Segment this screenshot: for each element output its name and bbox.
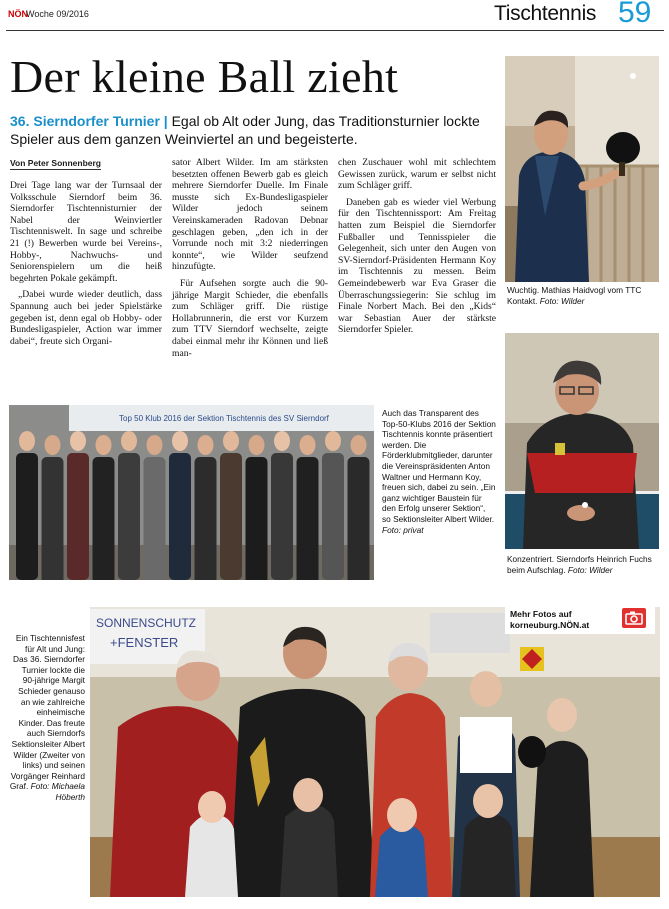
issue-label: Woche 09/2016 (26, 9, 89, 19)
person-head (249, 435, 265, 455)
paragraph: Daneben gab es wieder viel Werbung für den Tischtennissport: Am Freitag hatten zum Beispiel die Sierndorfer Fußballer und Tennisspieler die Gelegenheit, sich unter den Augen von SV-Sierndorf-Präsidenten Hermann Koy im Tischtennis zu messen. Beim Gemeindebewerb war Eva Graser die Überraschungssiegerin: Sie schlug im Finale Norbert Mach. Bei den „Kids“ war Sebastian Auer der stärkste Sierndorfer Spieler. (338, 196, 496, 336)
photo-winners[interactable] (90, 607, 660, 897)
more-photos-link[interactable] (510, 609, 589, 631)
person-head (147, 435, 163, 455)
photo-winners-image (90, 607, 660, 897)
photo-group-caption (382, 408, 496, 535)
article-column-3 (338, 157, 496, 341)
person-head (300, 435, 316, 455)
person-head (45, 435, 61, 455)
paragraph: Drei Tage lang war der Turnsaal der Volksschule Sierndorf beim 36. Sierndorfer Tischtennisturnier der Nabel der Weinviertler Tischtenniswelt. In sage und schreibe 21 (!) Bewerben wurde bei Vereins-, Hobby-, Nachwuchs- und Seniorenspielern um die heiß begehrten Pokale gekämpft. (10, 180, 162, 284)
caption-text: Auch das Transparent des Top-50-Klubs 2016 der Sektion Tischtennis konnte präsentiert werden. Die Förderklubmitglieder, darunter die Vereinspräsidenten Anton Waltner und Hermann Koy, freuen sich, dabei zu sein. „Ein ganz wichtiger Baustein für den Erfolg unserer Sektion“, so Sektionsleiter Albert Wilder. (382, 408, 496, 524)
brand-logo: NÖN (8, 9, 28, 19)
person-body (144, 457, 166, 580)
photo-winners-caption (9, 633, 85, 803)
photo-credit: Foto: Wilder (567, 564, 613, 575)
paragraph: Für Aufsehen sorgte auch die 90-jährige Margit Schieder, die ebenfalls zum Schläger griff. Die rüstige Hollabrunnerin, die erst vor Kurzem zum TTV Sierndorf wechselte, zeigte dabei einmal mehr ihr Können und ließ man- (172, 277, 328, 359)
paragraph: sator Albert Wilder. Im am stärksten besetzten offenen Bewerb gab es gleich mehrere Sierndorfer Duelle. Im Finale musste sich Ex-Bundesligaspieler Wilder jedoch seinem Vereinskameraden Radovan Debnar geschlagen geben, „den ich in der Vorrunde noch mit 3:2 niederringen konnte“, wie Wilder seufzend hinzufügte. (172, 157, 328, 273)
camera-icon-glyph (622, 608, 646, 628)
photo-haidvogl-image (505, 56, 659, 282)
photo-credit: Foto: Michaela Höberth (30, 781, 85, 802)
person-body (348, 457, 370, 580)
more-photos-line1: Mehr Fotos auf (510, 609, 572, 619)
person-head (172, 431, 188, 451)
photo-haidvogl[interactable] (505, 56, 659, 282)
person-body (246, 457, 268, 580)
person-head (96, 435, 112, 455)
person-head (325, 431, 341, 451)
person-body (118, 453, 140, 580)
photo-fuchs-image (505, 333, 659, 549)
caption-text: Konzentriert. Sierndorfs Heinrich Fuchs beim Aufschlag. (507, 554, 652, 575)
teaser-text: Egal ob Alt oder Jung, das Traditionsturnier lockte Spieler aus dem ganzen Weinviertel an und begeisterte. (10, 113, 480, 147)
photo-group-banner[interactable] (9, 405, 374, 580)
photo-fuchs-caption (507, 554, 659, 575)
person-body (297, 457, 319, 580)
section-title: Tischtennis (494, 2, 597, 25)
page-number: 59 (618, 0, 652, 29)
person-head (19, 431, 35, 451)
banner-text: Top 50 Klub 2016 der Sektion Tischtennis des SV Sierndorf (119, 414, 329, 423)
person-body (195, 457, 217, 580)
photo-group-image (9, 405, 374, 580)
article-column-1 (10, 180, 162, 352)
photo-credit: Foto: Wilder (539, 295, 585, 306)
person-head (223, 431, 239, 451)
teaser (10, 112, 500, 148)
byline: Von Peter Sonnenberg (10, 158, 101, 168)
person-head (70, 431, 86, 451)
caption-text: Wuchtig. Mathias Haidvogl vom TTC Kontakt. (507, 285, 642, 306)
person-body (322, 453, 344, 580)
paragraph: chen Zuschauer wohl mit schlechtem Gewissen zurück, warum er selbst nicht zum Schläger griff. (338, 157, 496, 192)
photo-credit: Foto: privat (382, 524, 424, 535)
caption-text: Ein Tischtennisfest für Alt und Jung: Das 36. Sierndorfer Turnier lockte die 90-jährige Margit Schieder genauso an wie zahlreiche einheimische Kinder. Das freute auch Sierndorfs Sektionsleiter Albert Wilder (Zweiter von links) und seinen Vorgänger Reinhard Graf. (9, 633, 85, 792)
person-body (220, 453, 242, 580)
person-head (351, 435, 367, 455)
sign-fenster: +FENSTER (110, 635, 179, 650)
person-head (121, 431, 137, 451)
photo-haidvogl-caption (507, 285, 659, 306)
photo-fuchs[interactable] (505, 333, 659, 549)
person-body (271, 453, 293, 580)
headline: Der kleine Ball zieht (10, 51, 399, 102)
camera-icon[interactable] (622, 608, 646, 628)
person-body (42, 457, 64, 580)
sign-sonnenschutz: SONNENSCHUTZ (96, 616, 197, 630)
kicker: 36. Sierndorfer Turnier | (10, 113, 168, 129)
article-column-2 (172, 157, 328, 364)
header-rule (6, 30, 664, 31)
person-body (169, 453, 191, 580)
person-body (93, 457, 115, 580)
person-head (198, 435, 214, 455)
person-body (67, 453, 89, 580)
person-body (16, 453, 38, 580)
person-head (274, 431, 290, 451)
more-photos-url: korneuburg.NÖN.at (510, 620, 590, 630)
paragraph: „Dabei wurde wieder deutlich, dass Spannung auch bei jeder Spielstärke gegeben ist, denn egal ob Hobby- oder Bundesligaspieler, Action war immer dabei“, freute sich Organi- (10, 289, 162, 347)
